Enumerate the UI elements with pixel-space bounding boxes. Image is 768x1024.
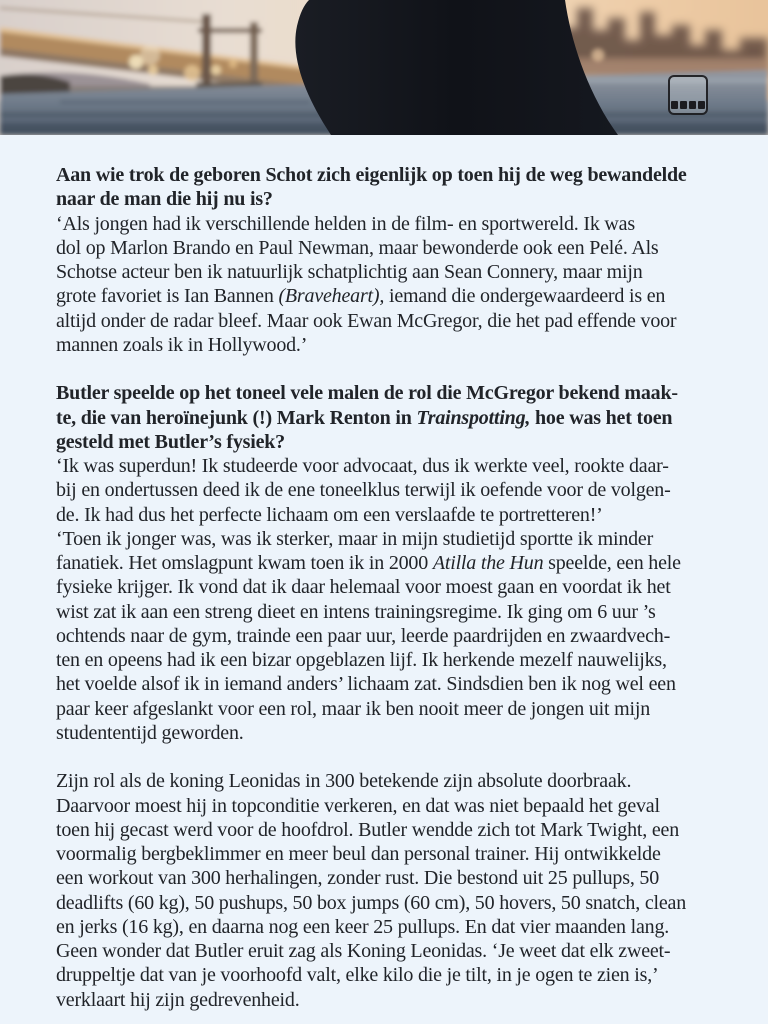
text-line: de. Ik had dus het perfecte lichaam om een verslaafde te portretteren!’ — [56, 503, 603, 526]
interview-question — [56, 381, 712, 454]
text-line: Schotse acteur ben ik natuurlijk schatplichtig aan Sean Connery, maar mijn — [56, 261, 643, 283]
article-body — [0, 135, 768, 1012]
text-line: te, die van heroïnejunk (!) Mark Renton in Trainspotting, hoe was het toen — [56, 406, 673, 429]
text-line: een workout van 300 herhalingen, zonder rust. Die bestond uit 25 pullups, 50 — [56, 867, 660, 890]
text-line: ten en opeens had ik een bizar opgeblazen lijf. Ik herkende mezelf nauwelijks, — [56, 649, 667, 671]
text-line: en jerks (16 kg), en daarna nog een keer 25 pullups. En dat vier maanden lang. — [56, 915, 670, 938]
text-line: toen hij gecast werd voor de hoofdrol. Butler wendde zich tot Mark Twight, een — [56, 818, 680, 841]
text-line: deadlifts (60 kg), 50 pushups, 50 box jumps (60 cm), 50 hovers, 50 snatch, clean — [56, 891, 687, 914]
text-line: dol op Marlon Brando en Paul Newman, maar bewonderde ook een Pelé. Als — [56, 236, 659, 259]
text-line: Daarvoor moest hij in topconditie verkeren, en dat was niet bepaald het geval — [56, 794, 660, 817]
text-line: ‘Ik was superdun! Ik studeerde voor advocaat, dus ik werkte veel, rookte daar- — [56, 455, 669, 477]
interview-question — [56, 163, 712, 212]
text-line: Zijn rol als de koning Leonidas in 300 betekende zijn absolute doorbraak. — [56, 770, 632, 793]
bridge-tower — [202, 14, 211, 88]
hero-photo-illustration — [0, 0, 768, 135]
text-line: ochtends naar de gym, trainde een paar uur, leerde paardrijden en zwaardvech- — [56, 624, 671, 647]
dock-dot — [671, 101, 678, 109]
text-line: fanatiek. Het omslagpunt kwam toen ik in 2000 Atilla the Hun speelde, een hele — [56, 552, 681, 574]
text-line: bij en ondertussen deed ik de ene toneelklus terwijl ik oefende voor de volgen- — [56, 479, 671, 502]
text-line: grote favoriet is Ian Bannen (Braveheart), iemand die ondergewaardeerd is en — [56, 285, 666, 308]
text-line: gesteld met Butler’s fysiek? — [56, 430, 285, 453]
text-line: studententijd geworden. — [56, 721, 244, 744]
text-line: Butler speelde op het toneel vele malen de rol die McGregor bekend maak- — [56, 382, 678, 405]
text-line: wist zat ik aan een streng dieet en intens trainingsregime. Ik ging om 6 uur ’s — [56, 600, 656, 623]
text-line: altijd onder de radar bleef. Maar ook Ewan McGregor, die het pad effende voor — [56, 309, 677, 332]
text-line: voormalig bergbeklimmer en meer beul dan personal trainer. Hij ontwikkelde — [56, 843, 661, 865]
dock-dot — [689, 101, 696, 109]
text-line: het voelde alsof ik in iemand anders’ lichaam zat. Sindsdien ben ik nog wel een — [56, 673, 676, 696]
narration — [56, 769, 712, 1012]
text-line: paar keer afgeslankt voor een rol, maar ik ben nooit meer de jongen uit mijn — [56, 697, 651, 720]
text-line: fysieke krijger. Ik vond dat ik daar helemaal voor moest gaan en voordat ik het — [56, 576, 671, 599]
hero-photo — [0, 0, 768, 135]
text-line: ‘Toen ik jonger was, was ik sterker, maar in mijn studietijd sportte ik minder — [56, 527, 654, 550]
dock-dot — [698, 101, 705, 109]
text-line: Aan wie trok de geboren Schot zich eigenlijk op toen hij de weg bewandelde — [56, 164, 687, 186]
text-line: mannen zoals ik in Hollywood.’ — [56, 333, 308, 356]
page-grid-icon — [670, 101, 706, 109]
interview-answer — [56, 212, 712, 358]
text-line: verklaart hij zijn gedrevenheid. — [56, 988, 300, 1011]
text-line: druppeltje dat van je voorhoofd valt, elke kilo die je tilt, in je ogen te zien is,’ — [56, 964, 659, 987]
text-line: ‘Als jongen had ik verschillende helden in de film- en sportwereld. Ik was — [56, 212, 635, 235]
dock-dot — [680, 101, 687, 109]
text-line: naar de man die hij nu is? — [56, 188, 273, 211]
interview-answer — [56, 454, 712, 745]
text-line: Geen wonder dat Butler eruit zag als Koning Leonidas. ‘Je weet dat elk zweet- — [56, 940, 671, 962]
pages-dock-button[interactable] — [668, 75, 708, 115]
